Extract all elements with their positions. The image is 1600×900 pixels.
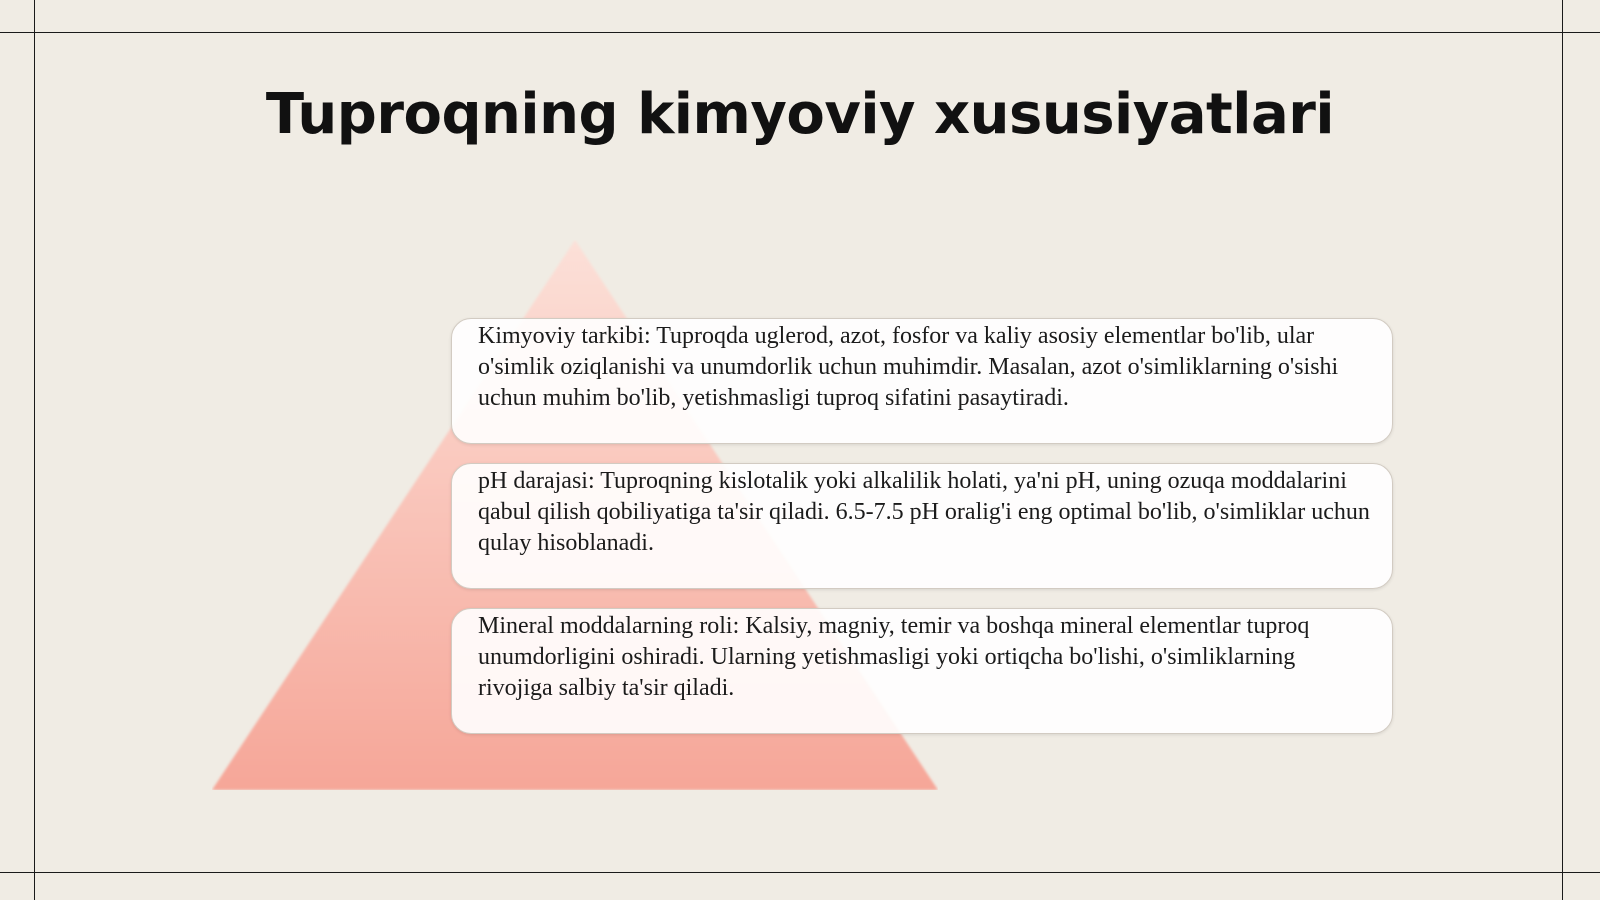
- info-card-text: pH darajasi: Tuproqning kislotalik yoki alkalilik holati, ya'ni pH, uning ozuqa moddalarini qabul qilish qobiliyatiga ta'sir qiladi. 6.5-7.5 pH oralig'i eng optimal bo'lib, o'simliklar uchun qulay hisoblanadi.: [478, 468, 1370, 556]
- frame-line-top: [0, 32, 1600, 33]
- slide-title: Tuproqning kimyoviy xususiyatlari: [265, 82, 1335, 147]
- frame-line-bottom: [0, 872, 1600, 873]
- info-card-minerals-role: [451, 608, 1393, 734]
- info-card-chemical-composition: [451, 318, 1393, 444]
- info-card-ph-level: [451, 463, 1393, 589]
- info-card-text: Mineral moddalarning roli: Kalsiy, magniy, temir va boshqa mineral elementlar tuproq unumdorligini oshiradi. Ularning yetishmasligi yoki ortiqcha bo'lishi, o'simliklarning rivojiga salbiy ta'sir qiladi.: [478, 613, 1310, 701]
- info-card-text: Kimyoviy tarkibi: Tuproqda uglerod, azot, fosfor va kaliy asosiy elementlar bo'lib, ular o'simlik oziqlanishi va unumdorlik uchun muhimdir. Masalan, azot o'simliklarning o'sishi uchun muhim bo'lib, yetishmasligi tuproq sifatini pasaytiradi.: [478, 323, 1339, 411]
